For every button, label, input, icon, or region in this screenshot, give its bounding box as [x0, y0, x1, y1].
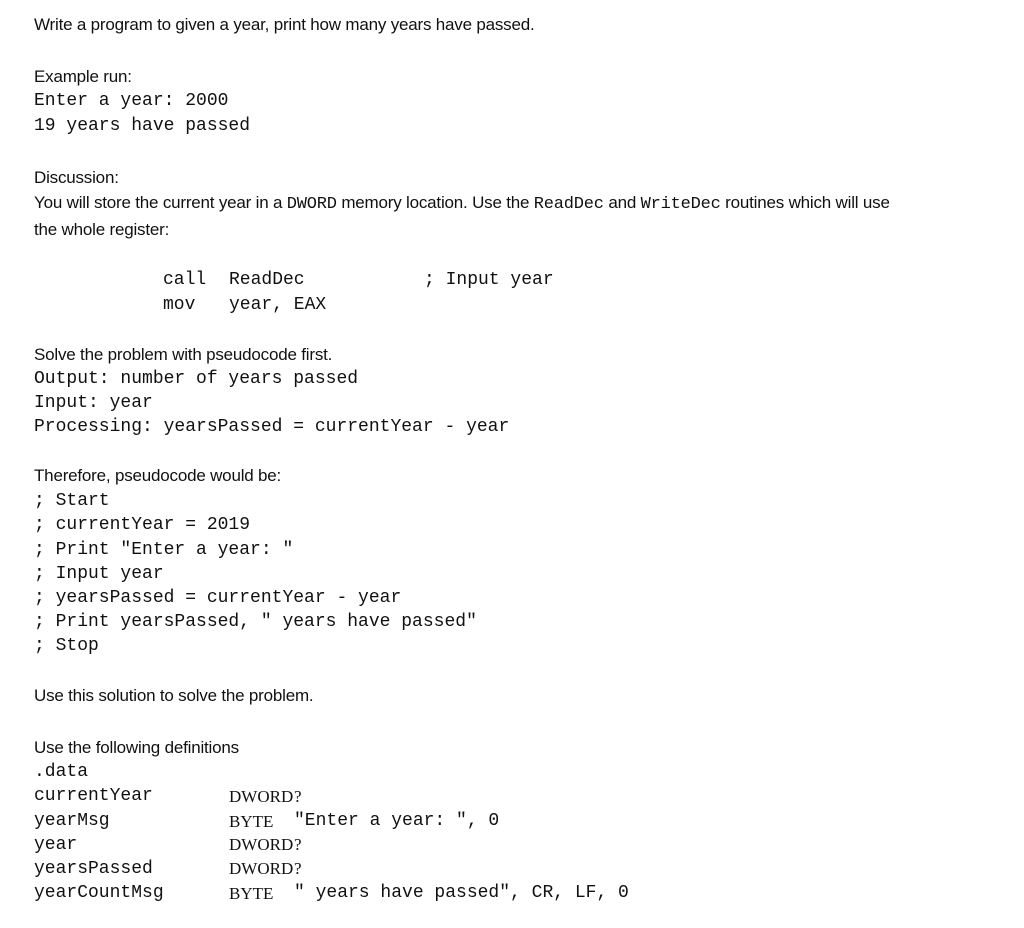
def-name: yearMsg [34, 811, 110, 831]
inline-code: ReadDec [533, 195, 604, 214]
pseudocode-line: ; Start [34, 491, 110, 511]
task-title: Write a program to given a year, print how many years have passed. [34, 15, 535, 34]
pseudocode-line: ; currentYear = 2019 [34, 515, 251, 535]
solve-line: Processing: yearsPassed = currentYear - year [34, 417, 510, 437]
def-type: BYTE [229, 884, 274, 903]
code-args: year, EAX [229, 295, 327, 315]
def-type: DWORD [229, 859, 294, 878]
def-name: year [34, 835, 78, 855]
pseudocode-line: ; Print yearsPassed, " years have passed" [34, 612, 477, 632]
def-value: ? [294, 787, 302, 806]
def-type: BYTE [229, 812, 274, 831]
def-type: DWORD [229, 835, 294, 854]
text-run: You will store the current year in a [34, 193, 287, 212]
def-value: ? [294, 835, 302, 854]
data-section-label: .data [34, 762, 89, 782]
definitions-heading: Use the following definitions [34, 738, 239, 757]
def-name: yearCountMsg [34, 883, 164, 903]
code-comment: ; Input year [424, 270, 554, 290]
inline-code: DWORD [286, 195, 337, 214]
text-run: routines which will use [720, 193, 890, 212]
code-op: call [163, 270, 207, 290]
discussion-paragraph-line: the whole register: [34, 220, 170, 239]
solve-line: Output: number of years passed [34, 369, 359, 389]
discussion-heading: Discussion: [34, 168, 119, 187]
discussion-paragraph-line [34, 194, 890, 213]
def-value: " years have passed", CR, LF, 0 [294, 883, 629, 903]
pseudocode-line: ; Input year [34, 564, 164, 584]
pseudocode-line: ; Stop [34, 636, 99, 656]
inline-code: WriteDec [640, 195, 721, 214]
pseudocode-line: ; yearsPassed = currentYear - year [34, 588, 402, 608]
def-name: yearsPassed [34, 859, 153, 879]
pseudocode-line: ; Print "Enter a year: " [34, 540, 294, 560]
example-line: 19 years have passed [34, 116, 251, 136]
text-run: and [603, 193, 641, 212]
example-heading: Example run: [34, 67, 132, 86]
solve-heading: Solve the problem with pseudocode first. [34, 345, 333, 364]
pseudocode-heading: Therefore, pseudocode would be: [34, 466, 282, 485]
def-value: ? [294, 859, 302, 878]
def-name: currentYear [34, 786, 153, 806]
example-line: Enter a year: 2000 [34, 91, 229, 111]
code-op: mov [163, 295, 196, 315]
def-value: "Enter a year: ", 0 [294, 811, 500, 831]
code-args: ReadDec [229, 270, 305, 290]
text-run: memory location. Use the [336, 193, 534, 212]
def-type: DWORD [229, 787, 294, 806]
use-solution-text: Use this solution to solve the problem. [34, 686, 314, 705]
solve-line: Input: year [34, 393, 153, 413]
